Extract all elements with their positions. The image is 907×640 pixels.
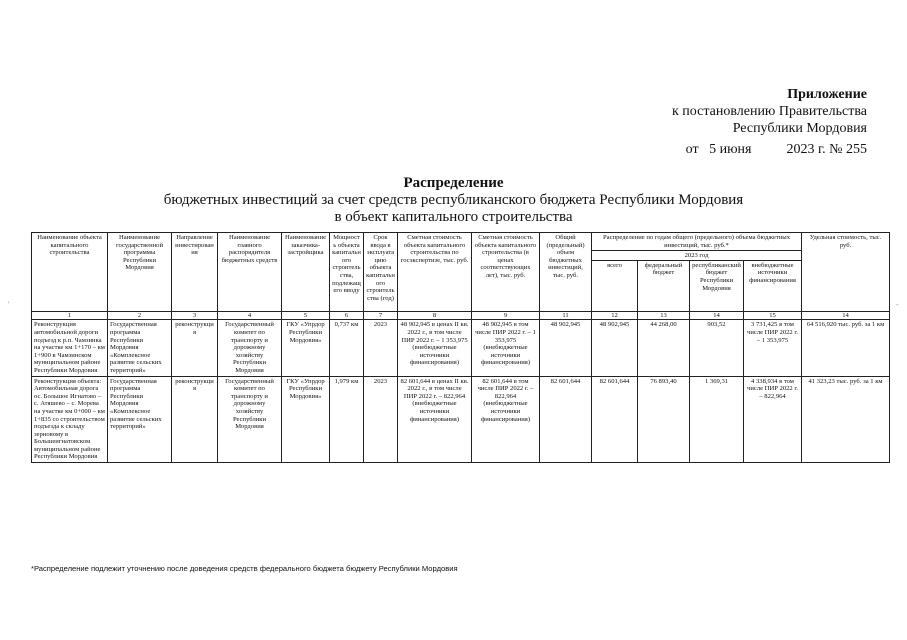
title-line-2: бюджетных инвестиций за счет средств республиканского бюджета Республики Мордовия — [163, 192, 744, 208]
cell-object: Реконструкция объекта: Автомобильная дорога ос. Большое Игнатово – с. Атяшево – с. Морева на участке км 0+000 – км 1+835 со строительством подъезда к складу зерновому в Большеигнатовском муниципальном районе Республики Мордовия — [32, 376, 108, 463]
cell-cost-expertise: 82 601,644 в ценах II кв. 2022 г., в том числе ПИР 2022 г. – 822,964 (внебюджетные источники финансирования) — [398, 376, 472, 463]
col-num: 2 — [108, 311, 172, 320]
cell-program: Государственная программа Республики Мордовия «Комплексное развитие сельских территорий» — [108, 376, 172, 463]
investment-table — [31, 232, 890, 463]
cell-unit-cost: 41 323,23 тыс. руб. за 1 км — [802, 376, 890, 463]
cell-capacity: 1,979 км — [330, 376, 364, 463]
date-year: 2023 г. № — [786, 142, 843, 157]
col-num: 12 — [592, 311, 638, 320]
cell-extrabudget: 4 338,934 в том числе ПИР 2022 г. – 822,964 — [744, 376, 802, 463]
header-direction: Направление инвестирования — [172, 233, 218, 312]
col-num: 4 — [218, 311, 282, 320]
header-total-volume: Общий (предельный) объем бюджетных инвестиций, тыс. руб. — [540, 233, 592, 312]
header-distribution-label: Распределение по годам общего (предельного) объема бюджетных инвестиций, тыс. руб.* — [603, 234, 791, 249]
cell-republican: 903,52 — [690, 320, 744, 376]
cell-direction: реконструкция — [172, 320, 218, 376]
header-administrator: Наименование главного распорядителя бюджетных средств — [218, 233, 282, 312]
col-num: 1 — [32, 311, 108, 320]
header-block — [672, 86, 867, 158]
cell-republican: 1 369,31 — [690, 376, 744, 463]
header-total: всего — [592, 260, 638, 311]
col-num: 15 — [744, 311, 802, 320]
cell-total-volume: 48 902,945 — [540, 320, 592, 376]
col-num: 14 — [802, 311, 890, 320]
header-year: 2023 год — [592, 250, 801, 260]
header-federal: федеральный бюджет — [638, 260, 690, 311]
header-program: Наименование государственной программы Республики Мордовия — [108, 233, 172, 312]
title-line-1: Распределение — [403, 175, 504, 191]
col-num: 11 — [540, 311, 592, 320]
footnote: *Распределение подлежит уточнению после доведения средств федерального бюджета бюджету Республики Мордовия — [31, 564, 458, 573]
cell-cost-expertise: 48 902,945 в ценах II кв. 2022 г., в том числе ПИР 2022 г. – 1 353,975 (внебюджетные источники финансирования) — [398, 320, 472, 376]
date-line — [672, 141, 867, 158]
col-num: 14 — [690, 311, 744, 320]
table-header-row — [32, 233, 890, 261]
header-extrabudget: внебюджетные источники финансирования — [744, 260, 802, 311]
col-num: 6 — [330, 311, 364, 320]
header-distribution-group — [592, 233, 802, 261]
cell-administrator: Государственный комитет по транспорту и дорожному хозяйству Республики Мордовия — [218, 320, 282, 376]
cell-federal: 44 268,00 — [638, 320, 690, 376]
header-cost-expertise: Сметная стоимость объекта капитального строительства по госэкспертизе, тыс. руб. — [398, 233, 472, 312]
header-unit-cost: Удельная стоимость, тыс. руб. — [802, 233, 890, 312]
col-num: 7 — [364, 311, 398, 320]
document-title — [0, 175, 907, 226]
cell-extrabudget: 3 731,425 в том числе ПИР 2022 г. – 1 353,975 — [744, 320, 802, 376]
col-num: 3 — [172, 311, 218, 320]
date-day: 5 июня — [709, 142, 752, 157]
table-row — [32, 320, 890, 376]
resolution-line: к постановлению Правительства — [671, 104, 867, 119]
date-prefix: от — [685, 142, 699, 157]
doc-number: 255 — [846, 142, 867, 157]
appendix-label: Приложение — [787, 87, 867, 102]
header-customer: Наименование заказчика-застройщика — [282, 233, 330, 312]
header-object: Наименование объекта капитального строительства — [32, 233, 108, 312]
cell-object: Реконструкция автомобильной дороги подъезд к р.п. Чамзинка на участке км 1+170 – км 1+900 в Чамзинском муниципальном районе Республики Мордовия — [32, 320, 108, 376]
scan-mark: ' — [8, 300, 10, 309]
cell-total: 82 601,644 — [592, 376, 638, 463]
cell-total: 48 902,945 — [592, 320, 638, 376]
cell-customer: ГКУ «Упрдор Республики Мордовия» — [282, 320, 330, 376]
cell-cost-prices: 48 902,945 в том числе ПИР 2022 г. – 1 353,975 (внебюджетные источники финансирования) — [472, 320, 540, 376]
cell-unit-cost: 64 516,920 тыс. руб. за 1 км — [802, 320, 890, 376]
col-num: 5 — [282, 311, 330, 320]
col-num: 9 — [472, 311, 540, 320]
cell-total-volume: 82 601,644 — [540, 376, 592, 463]
cell-term: 2023 — [364, 376, 398, 463]
header-capacity: Мощность объекта капитального строительства, подлежащего вводу — [330, 233, 364, 312]
cell-customer: ГКУ «Упрдор Республики Мордовия» — [282, 376, 330, 463]
title-line-3: в объект капитального строительства — [334, 209, 573, 225]
col-num: 13 — [638, 311, 690, 320]
cell-direction: реконструкция — [172, 376, 218, 463]
cell-capacity: 0,737 км — [330, 320, 364, 376]
table-row — [32, 376, 890, 463]
cell-federal: 76 893,40 — [638, 376, 690, 463]
header-cost-prices: Сметная стоимость объекта капитального строительства (в ценах соответствующих лет), тыс. руб. — [472, 233, 540, 312]
column-numbers-row — [32, 311, 890, 320]
cell-term: 2023 — [364, 320, 398, 376]
scan-mark: - — [896, 300, 899, 309]
col-num: 8 — [398, 311, 472, 320]
header-term: Срок ввода в эксплуатацию объекта капитального строительства (год) — [364, 233, 398, 312]
cell-administrator: Государственный комитет по транспорту и дорожному хозяйству Республики Мордовия — [218, 376, 282, 463]
header-republican: республиканский бюджет Республики Мордовия — [690, 260, 744, 311]
republic-line: Республики Мордовия — [732, 121, 867, 136]
cell-program: Государственная программа Республики Мордовия «Комплексное развитие сельских территорий» — [108, 320, 172, 376]
cell-cost-prices: 82 601,644 в том числе ПИР 2022 г. – 822,964 (внебюджетные источники финансирования) — [472, 376, 540, 463]
